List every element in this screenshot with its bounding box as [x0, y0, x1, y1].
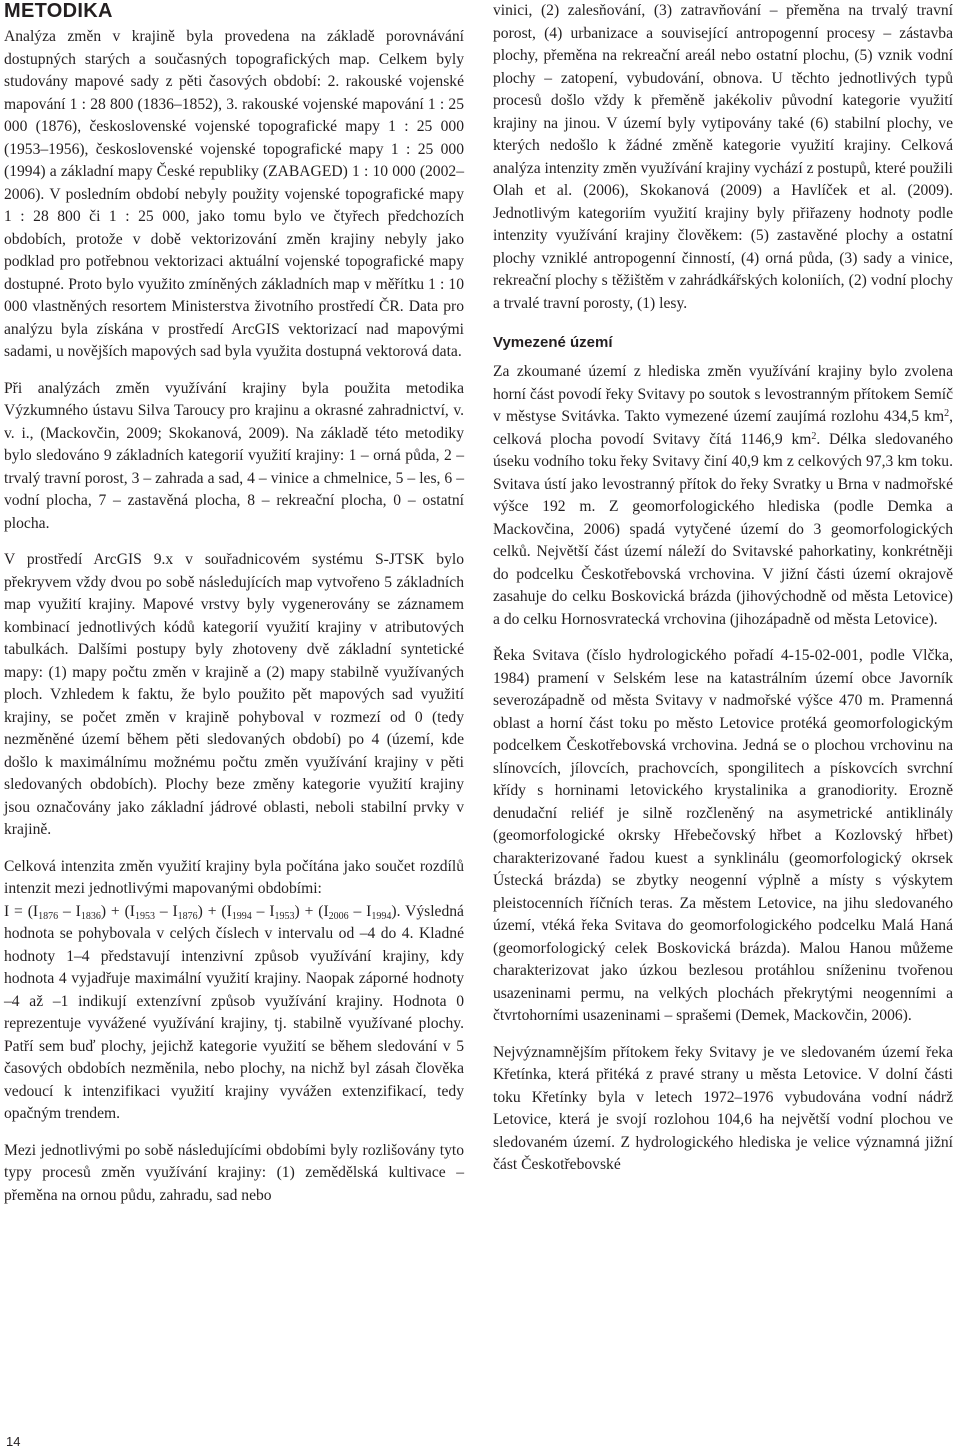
paragraph-arcgis-processing: V prostředí ArcGIS 9.x v souřadnicovém systému S-JTSK bylo překryvem vždy dvou po sobě následujících map vytvořeno 5 základních map využití krajiny. Mapové vrstvy byly vygenerovány se záznamem kombinací jednotlivých kódů kategorií využití krajiny v atributových tabulkách. Dalšími postupy byly zhotoveny dvě základní syntetické mapy: (1) mapy počtu změn v krajině a (2) mapy stabilně využívaných ploch. Vzhledem k faktu, že bylo použito pět mapových sad využití krajiny, se počet změn v krajině pohyboval v rozmezí od 0 (tedy nezměněné území během pěti sledovaných období) po 4 (území, kde došlo k maximálnímu možnému počtu změn využívání krajiny v pěti sledovaných obdobích). Plochy beze změny kategorie využití krajiny jsou označovány jako základní jádrové oblasti, neboli stabilní prvky v krajině. [4, 551, 464, 838]
paragraph-svitava-river: Řeka Svitava (číslo hydrologického pořadí 4-15-02-001, podle Vlčka, 1984) pramení v Selském lese na katastrálním území obce Javorník severozápadně od města Svitavy v nadmořské výšce 470 m. Pramenná oblast a horní část toku po město Letovice protéká geomorfologickým podcelkem Českotřebovská vrchovina. Jedná se o plochou vrchovinu na slínovcích, jílovcích, prachovcích, spongilitech a pískovcích svrchní křídy s horninami letovického krystalinika a granodiority. Erozně denudační reliéf je silně rozčleněný na asymetrické antiklinály (geomorfologické okrsky Hřebečovský hřbet a Kozlovský hřbet) charakterizované řadou kuest a synklinálu (geomorfologický okrsek Ústecká brázda) se zbytky neogenní výplně a místy s výskytem pleistocenních říčních teras. Za městem Letovice, na jihu sledovaného území, vtéká řeka Svitava do geomorfologického podcelku Malá Haná (geomorfologický celek Boskovická brázda). Malou Hanou můžeme charakterizovat jako úzkou bezlesou protáhlou sníženinu tvořenou usazeninami permu, na velkých plochách překrytými neogenními a čtvrtohorními usazeninami – sprašemi (Demek, Mackovčin, 2006). [493, 647, 953, 1024]
section-heading-metodika: METODIKA [4, 0, 113, 22]
paragraph-methodology: Při analýzách změn využívání krajiny byla použita metodika Výzkumného ústavu Silva Taroucy pro krajinu a okrasné zahradnictví, v. v. i., (Mackovčin, 2009; Skokanová, 2009). Na základě této metodiky bylo sledováno 9 základních kategorií využití krajiny: 1 – orná půda, 2 – trvalý travní porost, 3 – zahrada a sad, 4 – vinice a chmelnice, 5 – les, 6 – vodní plocha, 7 – zastavěná plocha, 8 – rekreační plocha, 0 – ostatní plocha. [4, 379, 464, 532]
right-column [493, 0, 953, 1191]
page-number: 14 [6, 1434, 21, 1449]
subheading-study-area: Vymezené území [493, 334, 613, 351]
paragraph-kretinka-tributary: Nejvýznamnějším přítokem řeky Svitavy je ve sledovaném území řeka Křetínka, která přitéká z pravé strany u města Letovice. V dolní části toku Křetínky byla v letech 1972–1976 vybudována vodní nádrž Letovice, která je svojí rozlohou 104,6 ha největší vodní plochou ve sledovaném území. Z hydrologického hlediska je velice významná jižní část Českotřebovské [493, 1043, 953, 1173]
paragraph-process-types: vinici, (2) zalesňování, (3) zatravňování – přeměna na trvalý travní porost, (4) urbanizace a související antropogenní procesy – zástavba plochy, přeměna na rekreační areál nebo ostatní plochu, (5) vznik vodní plochy – zatopení, vybudování, obnova. U těchto jednotlivých typů procesů došlo vždy k přeměně jakékoliv původní kategorie využití krajiny na jinou. V území byly vytipovány také (6) stabilní plochy, ve kterých nedošlo k žádné změně kategorie využití krajiny. Celková analýza intenzity změn využívání krajiny vychází z postupů, které použili Olah et al. (2006), Skokanová (2009) a Havlíček et al. (2009). Jednotlivým kategoriím využití krajiny byly přiřazeny hodnoty podle intenzity využívání krajiny člověkem: (5) zastavěné plochy a ostatní plochy vzniklé antropogenní činností, (4) orná půda, (3) sady a vinice, rekreační plochy s těžištěm v zahrádkářských koloniích, (2) vodní plochy a trvalé travní porosty, (1) lesy. [493, 2, 953, 312]
formula-intro: Celková intenzita změn využití krajiny byla počítána jako součet rozdílů intenzit mezi jednotlivými mapovanými obdobími: [4, 857, 464, 897]
intensity-formula: $I = (I_{1876} - I_{1836}) + (I_{1953} - I_{1876}) + (I_{1994} - I_{1953}) + (I_{2006} - I_{1994})$. [4, 902, 401, 922]
paragraph-map-sources: Analýza změn v krajině byla provedena na základě porovnávání dostupných starých a současných topografických map. Celkem byly studovány mapové sady z pěti časových období: 2. rakouské vojenské mapování 1 : 28 800 (1836–1852), 3. rakouské vojenské mapování 1 : 25 000 (1876), československé vojenské topografické mapy 1 : 25 000 (1953–1956), československé vojenské topografické mapy 1 : 25 000 (1994) a základní mapy České republiky (ZABAGED) 1 : 10 000 (2002–2006). V posledním období nebyly použity vojenské topografické mapy 1 : 28 800 či 1 : 25 000, jako tomu bylo ve čtyřech předchozích obdobích, protože v době vektorizování změn krajiny nebyly jako podklad pro potřebnou vektorizaci aktuální vojenské topografické mapy dostupné. Proto bylo využito zmíněných základních map v měřítku 1 : 10 000 vlastněných resortem Ministerstva životního prostředí ČR. Data pro analýzu byla získána v prostředí ArcGIS vektorizací nad mapovými sadami, u novějších mapových sad byla využita dostupná vektorová data. [4, 28, 464, 360]
paragraph-intensity-formula [4, 856, 464, 1126]
paragraph-study-area: Za zkoumané území z hlediska změn využívání krajiny bylo zvolena horní část povodí řeky Svitavy po soutok s levostranným přítokem Semíč v městyse Svitávka. Takto vymezené území zaujímá rozlohu 434,5 $km^2$, celková plocha povodí Svitavy čítá 1146,9 $km^2$. Délka sledovaného úseku vodního toku řeky Svitavy činí 40,9 km z celkových 97,3 km toku. Svitava ústí jako levostranný přítok do řeky Svratky u Brna v nadmořské výšce 192 m. Z geomorfologického hlediska (podle Demka a Mackovčina, 2006) spadá vytyčené území do 3 geomorfologických celků. Největší část území náleží do Svitavské pahorkatiny, konkrétněji do podcelku Českotřebovská vrchovina. V jižní části území okrajově zasahuje do celku Boskovická brázda (jihovýchodně od města Letovice) a do celku Hornosvratecká vrchovina (jihozápadně od města Letovice). [493, 363, 953, 628]
formula-explanation: Výsledná hodnota se pohybovala v celých číslech v intervalu od –4 do 4. Kladné hodnoty 1–4 představují intenzivní způsob využívání krajiny, kdy hodnota 4 vyjadřuje maximální využití krajiny. Naopak záporné hodnoty –4 až –1 indikují extenzívní způsob využívání krajiny. Hodnota 0 reprezentuje vyvážené využívání krajiny, tj. stabilně využívané plochy. Patří sem buď plochy, jejichž kategorie využití se během sledování v 5 časových obdobích nezměnila, nebo plochy, na nichž byl zásah člověka vedoucí k intenzifikaci využití krajiny vyvážen extenzifikací, tedy opačným trendem. [4, 902, 464, 1122]
left-column [4, 0, 464, 1221]
paragraph-change-processes: Mezi jednotlivými po sobě následujícími obdobími byly rozlišovány tyto typy procesů změn využívání krajiny: (1) zemědělská kultivace – přeměna na ornou půdu, zahradu, sad nebo [4, 1141, 464, 1204]
